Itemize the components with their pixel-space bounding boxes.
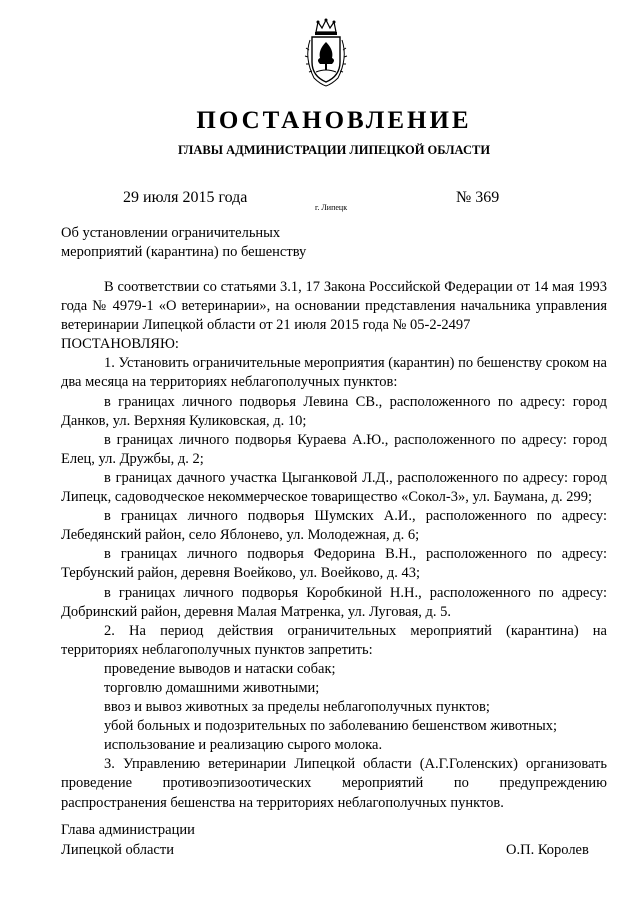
subject-line: мероприятий (карантина) по бешенству [61,244,307,260]
resolve-heading: ПОСТАНОВЛЯЮ: [61,336,179,353]
paragraph-1-item: в границах личного подворья Коробкиной Н.Н., расположенного по адресу: Добринский район, деревня Малая Матренка, ул. Луговая, д. 5. [61,584,607,620]
document-number: № 369 [456,189,500,206]
signature-position [61,820,195,860]
document-title: ПОСТАНОВЛЕНИЕ [196,107,472,134]
paragraph-1-item: в границах личного подворья Федорина В.Н., расположенного по адресу: Тербунский район, деревня Воейково, ул. Воейково, д. 43; [61,546,607,582]
paragraph-1-item: в границах дачного участка Цыганковой Л.Д., расположенного по адресу: город Липецк, садоводческое некоммерческое товарищество «Сокол-3», ул. Баумана, д. 299; [61,469,607,506]
document-date: 29 июля 2015 года [123,189,248,206]
preamble-paragraph: В соответствии со статьями 3.1, 17 Закона Российской Федерации от 14 мая 1993 года № 4979-1 «О ветеринарии», на основании представления начальника управления ветеринарии Липецкой области от 21 июля 2015 года № 05-2-2497 [61,279,607,334]
paragraph-3: 3. Управлению ветеринарии Липецкой области (А.Г.Голенских) организовать проведение противоэпизоотических мероприятий по предупреждению распространения бешенства на территориях неблагополучных пунктов. [61,756,607,811]
paragraph-2-item: использование и реализацию сырого молока. [104,737,383,754]
paragraph-1-item: в границах личного подворья Шумских А.И., расположенного по адресу: Лебедянский район, село Яблонево, ул. Молодежная, д. 6; [61,508,607,544]
paragraph-1-item: в границах личного подворья Левина СВ., расположенного по адресу: город Данков, ул. Верхняя Куликовская, д. 10; [61,393,607,429]
signature-name: О.П. Королев [506,842,589,858]
document-body [61,278,607,813]
paragraph-1: 1. Установить ограничительные мероприятия (карантин) по бешенству сроком на два месяца на территориях неблагополучных пунктов: [61,355,607,391]
paragraph-2-item: ввоз и вывоз животных за пределы неблагополучных пунктов; [104,699,490,716]
paragraph-1-item: в границах личного подворья Кураева А.Ю., расположенного по адресу: город Елец, ул. Дружбы, д. 2; [61,431,607,467]
document-subtitle: ГЛАВЫ АДМИНИСТРАЦИИ ЛИПЕЦКОЙ ОБЛАСТИ [177,143,491,157]
paragraph-2-item: проведение выводов и натаски собак; [104,660,336,677]
document-subject [61,224,361,262]
paragraph-2-item: убой больных и подозрительных по заболеванию бешенством животных; [104,718,558,735]
coat-of-arms-icon [302,18,350,90]
signature-position-line: Глава администрации [61,822,195,838]
paragraph-2-item: торговлю домашними животными; [104,679,320,696]
subject-line: Об установлении ограничительных [61,225,281,241]
document-city: г. Липецк [315,203,348,212]
paragraph-2: 2. На период действия ограничительных мероприятий (карантина) на территориях неблагополучных пунктов запретить: [61,622,607,658]
signature-position-line: Липецкой области [61,842,174,858]
